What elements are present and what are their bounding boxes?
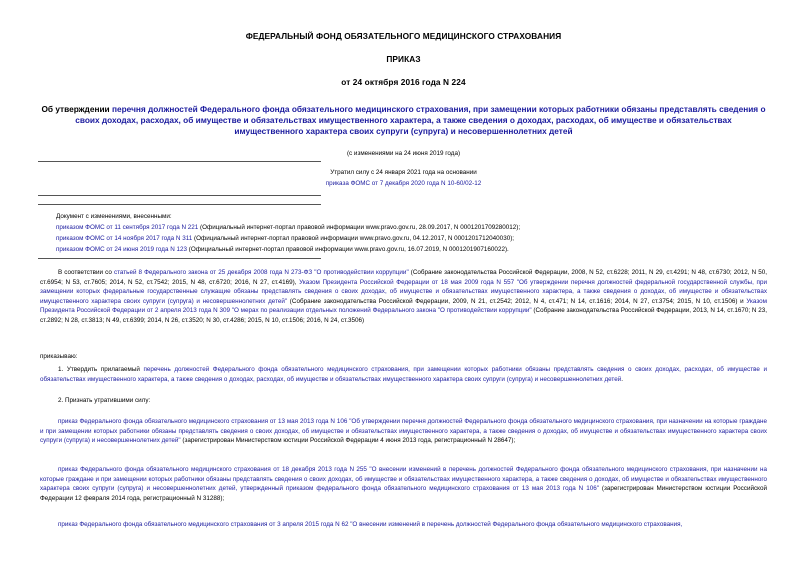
preamble-law-link[interactable]: статьей 8 Федерального закона от 25 декабря 2008 года N 273-ФЗ "О противодействии коррупции"	[113, 269, 409, 276]
repealed-item	[40, 417, 767, 446]
preamble-text: В соответствии со	[58, 269, 114, 276]
amendment-note: (с изменениями на 24 июня 2019 года)	[346, 150, 461, 157]
preamble-decree-link[interactable]: Указом Президента Российской Федерации от 2 апреля 2013 года N 309 "О мерах по реализации отдельных положений Федерального закона "О противодействии коррупции"	[40, 297, 768, 315]
doc-date-number: от 24 октября 2016 года N 224	[341, 77, 466, 87]
amended-doc-item	[56, 234, 514, 244]
preamble-decree-link[interactable]: Указом Президента Российской Федерации от 18 мая 2009 года N 557 "Об утверждении перечня должностей федеральной государственной службы, при замещении которых федеральные государственные служащие обязаны представлять сведения о своих доходах, об имуществе и обязательствах имущественного характера, а также сведения о доходах, об имуществе и обязательствах имущественного характера своих супруги (супруга) и несовершеннолетних детей"	[40, 278, 767, 305]
amended-doc-link[interactable]: приказом ФОМС от 11 сентября 2017 года N 221	[56, 224, 199, 231]
repealed-order-link[interactable]: приказ Федерального фонда обязательного медицинского страхования от 18 декабря 2013 года N 255 "О внесении изменений в перечень должностей Федерального фонда обязательного медицинского страхования, при назначении на которые граждане и при замещении которых работники обязаны представлять сведения о своих доходах, об имуществе и обязательствах имущественного характера, а также сведения о доходах, об имуществе и обязательствах имущественного характера своих супруги (супруга) и несовершеннолетних детей, утвержденный приказом федерального фонда обязательного медицинского страхования от 13 мая 2013 года N 106"	[40, 466, 767, 493]
repealed-order-link[interactable]: приказ Федерального фонда обязательного медицинского страхования от 13 мая 2013 года N 106 "Об утверждении перечня должностей Федерального фонда обязательного медицинского страхования, при назначении на которые граждане и при замещении которых работники обязаны представлять сведения о своих доходах, об имуществе и обязательствах имущественного характера, а также сведения о доходах, об имуществе и обязательствах имущественного характера своих супруги (супруга) и несовершеннолетних детей"	[40, 418, 767, 445]
divider	[38, 195, 321, 196]
repealed-order-link[interactable]: приказ Федерального фонда обязательного медицинского страхования от 3 апреля 2015 года N 62 "О внесении изменений в перечень должностей Федерального фонда обязательного медицинского страхования,	[58, 521, 683, 528]
amended-doc-item	[56, 245, 509, 255]
preamble-text: (Собрание законодательства Российской Федерации, 2009, N 21, ст.2542; 2012, N 4, ст.471; N 14, ст.1616; 2014, N 27, ст.3754; 2015, N 10, ст.1506) и	[287, 297, 747, 305]
order-text: .	[621, 375, 624, 383]
org-heading: ФЕДЕРАЛЬНЫЙ ФОНД ОБЯЗАТЕЛЬНОГО МЕДИЦИНСКОГО СТРАХОВАНИЯ	[245, 31, 562, 41]
doc-type-heading: ПРИКАЗ	[386, 54, 421, 64]
repealed-order-text: (зарегистрирован Министерством юстиции Российской Федерации 12 февраля 2014 года, регистрационный N 31288);	[40, 485, 767, 502]
lost-force-link[interactable]: приказа ФОМС от 7 декабря 2020 года N 10-60/02-12	[325, 180, 482, 187]
preamble-text: (Собрание законодательства Российской Федерации, 2013, N 14, ст.1670; N 23, ст.2892; N 28, ст.3813; N 49, ст.6399; 2014, N 26, ст.3520; N 30, ст.4286; 2015, N 10, ст.1506; 2016, N 24, ст.3506)	[40, 307, 767, 324]
repealed-item	[40, 520, 767, 530]
lost-force-text: Утратил силу с 24 января 2021 года на основании	[330, 169, 477, 176]
divider	[38, 161, 321, 162]
order-item-1	[40, 365, 767, 384]
preamble-paragraph	[40, 268, 767, 326]
amended-doc-item	[56, 223, 520, 233]
repealed-item	[40, 465, 767, 503]
amended-docs-intro: Документ с изменениями, внесенными:	[56, 213, 172, 220]
order-intro: приказываю:	[40, 353, 78, 360]
preamble-text: (Собрание законодательства Российской Федерации, 2008, N 52, ст.6228; 2011, N 29, ст.4291; N 48, ст.6730; 2012, N 50, ст.6954; N 53, ст.7605; 2014, N 52, ст.7542; 2015, N 48, ст.6720; 2016, N 27, ст.4169),	[40, 269, 767, 286]
order-text: 1. Утвердить прилагаемый	[58, 366, 144, 373]
doc-title-prefix: Об утверждении	[41, 104, 110, 114]
doc-title	[40, 104, 767, 137]
amended-doc-link[interactable]: приказом ФОМС от 24 июня 2019 года N 123	[56, 246, 188, 253]
order-item-2: 2. Признать утратившими силу:	[58, 397, 151, 404]
divider	[38, 204, 321, 205]
amended-doc-text: (Официальный интернет-портал правовой информации www.pravo.gov.ru, 04.12.2017, N 0001201712040030);	[192, 235, 515, 242]
amended-doc-text: (Официальный интернет-портал правовой информации www.pravo.gov.ru, 28.09.2017, N 0001201709280012);	[198, 224, 521, 231]
order-list-link[interactable]: перечень должностей Федерального фонда обязательного медицинского страхования, при замещении которых работники обязаны представлять сведения о своих доходах, расходах, об имуществе и обязательствах имущественного характера, а также сведения о доходах, расходах, об имуществе и обязательствах имущественного характера своих супруги (супруга) и несовершеннолетних детей	[40, 366, 767, 383]
repealed-order-text: (зарегистрирован Министерством юстиции Российской Федерации 4 июня 2013 года, регистрационный N 28647);	[180, 437, 516, 445]
divider	[38, 258, 321, 259]
amended-doc-link[interactable]: приказом ФОМС от 14 ноября 2017 года N 311	[56, 235, 193, 242]
amended-doc-text: (Официальный интернет-портал правовой информации www.pravo.gov.ru, 16.07.2019, N 0001201907160022).	[187, 246, 509, 253]
doc-title-link[interactable]: перечня должностей Федерального фонда обязательного медицинского страхования, при замещении которых работники обязаны представлять сведения о своих доходах, расходах, об имуществе и обязательствах имущественного характера, а также сведения о доходах, расходах, об имуществе и обязательствах имущественного характера своих супруги (супруга) и несовершеннолетних детей	[75, 104, 766, 136]
